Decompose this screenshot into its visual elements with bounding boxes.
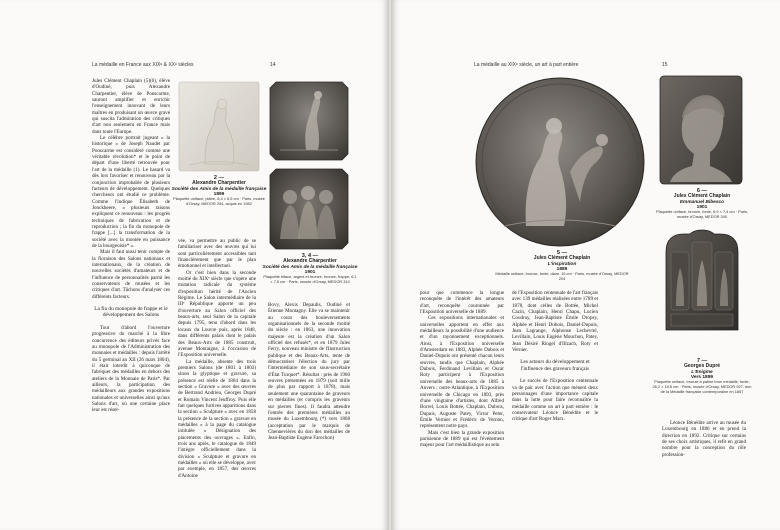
figure-number: 2 — <box>213 175 225 181</box>
figure-6-caption <box>654 188 750 220</box>
paragraph: vée, va permettre au public de se familiariser avec des œuvres qui lui sont particulièrement accessibles tant financièrement que par le plan émotionnel et intellectuel. <box>178 238 256 270</box>
figure-year: 1901 <box>696 205 708 210</box>
paragraph: Bovy, Alexis Depaulis, Oudiné et Étienne Montagny. Elle va se maintenir au cours des bouleversements organisationnels de la seconde moitié du siècle : en 1863, une innovation majeure est la création d'un Salon officiel des refusés*, et en 1879 Jules Ferry, nouveau ministre de l'Instruction publique et des Beaux-Arts, tente de démocratiser l'élection du jury par l'intermédiaire de son sous-secrétaire d'État Turquet*. Résultat : près de 1900 œuvres présentées en 1879 (soit mille de plus par rapport à 1878), mais seulement une quarantaine de graveurs en médailles (et compris les graveurs sur pierres fines). Il faudra attendre l'entrée des premières médailles au musée du Luxembourg (*) vers 1868 (acceptation par le marquis de Chennevières du don des médailles de Jean-Baptiste Eugène Farochon) <box>268 302 350 442</box>
figure-number: 7 — <box>696 358 708 364</box>
page-number-right: 15 <box>662 62 668 68</box>
figure-title: L'Enigme <box>691 369 713 375</box>
figure-2-plaquette-image <box>177 80 261 173</box>
figure-artist: Jules Clément Chaplain <box>533 255 591 261</box>
section-title: Les acteurs du développement et l'influence des graveurs français <box>520 359 590 372</box>
figure-year: 1899 <box>213 192 225 197</box>
figure-number: 5 — <box>556 250 568 256</box>
figure-4-plaquette-reverse-image <box>268 167 350 251</box>
figure-details: Plaquette uniface, plâtre, 6,4 × 5,5 cm · Paris, musée d'Orsay, MEDOR 254, acquis en 1982 <box>173 196 265 206</box>
figure-year: 1889 <box>556 267 568 272</box>
running-head-left: La médaille en France aux XIXᵉ & XXᵉ siècles <box>92 62 194 68</box>
paragraph: Tout d'abord l'ouverture progressive du marché à la libre concurrence des éditeurs privés face au monopole de l'Administration des monnaies et médailles : depuis l'arrêté du 5 germinal an XII (26 mars 1804), il était interdit à quiconque de fabriquer des médailles en dehors des ateliers de la Monnaie de Paris*. Par ailleurs, la participation des médailleurs aux grandes expositions nationales et universelles ainsi qu'aux Salons d'art, où une certaine place leur est réser- <box>92 324 170 414</box>
section-title: La fin du monopole de frappe et le développement des Salons <box>94 306 168 319</box>
right-text-column-2 <box>512 290 598 423</box>
right-text-column-3 <box>662 420 746 458</box>
left-page <box>0 0 388 530</box>
figure-6-portrait-plaquette-image <box>658 74 744 186</box>
page-number-left: 14 <box>270 62 276 68</box>
figure-5-caption <box>492 250 632 282</box>
figure-title: Emmanuel Bibesco <box>679 199 725 205</box>
paragraph: Ces expositions internationales et universelles apportent en effet aux médailleurs la possibilité d'une audience et d'un rayonnement exceptionnels. Ainsi, à l'Exposition universelle d'Amsterdam en 1883, Alphée Dubois et Daniel-Dupuis ont présenté chacun leurs œuvres, tandis que Chaplain, Alphée Dubois, Ferdinand Levillain et Oscar Roty participent à l'Exposition universelle des beaux-arts de 1885 à Anvers ; outre-Atlantique, à l'Exposition universelle de Chicago en 1893, près d'une vingtaine d'artistes, dont Alfred Borrel, Louis Bottée, Chaplain, Dubois, Dupuis, Auguste Patey, Victor Peter, Émile Vernier et Frédéric de Vernon, représentent notre pays. <box>420 315 504 430</box>
figure-title: Société des Amis de la médaille française <box>262 264 358 270</box>
paragraph: Le célèbre portrait jugeant « la historique » de Joseph Naudet par Ponscarme est considéré comme une véritable révolution* et le point de départ d'une liberté retrouvée pour l'art de la médaille (1). Le hasard va dès lors favoriser et renouveau par la conjonction improbable de plusieurs facteurs de développement. Quelques chercheurs ont étudié ce problème. Comme l'indique Élisabeth de Jonckheere, « plusieurs raisons expliquent ce renouveau : les progrès techniques de fabrication et de reproduction ; la fin du monopole de frappe [...] la transformation de la société avec la montée en puissance de la bourgeoisie* ». <box>92 135 170 249</box>
figure-year: 1901 <box>304 270 316 275</box>
paragraph: Or c'est bien dans la seconde moitié du XIXᵉ siècle que s'opère une mutation radicale du système d'exposition hérité de l'Ancien Régime. Le Salon intermédiaire de la IIIᵉ République apporte un peu d'ouverture au Salon officiel des beaux-arts, seul Salon de la capitale depuis 1795, tenu d'abord dans les locaux du Louvre puis, après 1848, dans différents palais dont le palais des Beaux-Arts de 1885 construit, avenue Montaigne, à l'occasion de l'Exposition universelle. <box>178 269 256 359</box>
paragraph: pour que commence la longue reconquête de l'intérêt des amateurs d'art, reconquête couronnée par l'Exposition universelle de 1889. <box>420 290 504 316</box>
left-text-column-3 <box>268 302 350 442</box>
figure-artist: Jules Clément Chaplain <box>673 193 731 199</box>
figure-details: Plaquette uniface, bronze à patine brun médaille, fonte, 26,2 × 19,5 cm · Paris, musée d'Orsay, MEDOR 927, don de la Médaille française contemporaine en 1857 <box>652 379 752 394</box>
figure-2-caption <box>170 175 268 207</box>
figure-number: 3, 4 — <box>301 253 319 259</box>
figure-3-plaquette-obverse-image <box>268 80 350 162</box>
figure-7-triptych-plaquette-image <box>662 228 742 334</box>
figure-artist: Alexandre Charpentier <box>192 180 246 186</box>
paragraph: de l'Exposition centennale de l'art français avec 139 médailles réalisées entre 1789 et 1878, dont celles de Bottée, Michel Cazin, Chaplain, Henri Chapu, Lucien Coudray, Jean-Baptiste Émile Dropsy, Alphée et Henri Dubois, Daniel-Dupuis, Jean Lagrange, Alphonse Lechevrel, Levillain, Louis Eugène Mouchon, Patey, Jean Désiré Ringel d'Illzach, Roty et Vernier. <box>512 290 598 354</box>
paragraph: Mais il faut aussi tenir compte de la floraison des Salons nationaux et internationaux, de la création de nouvelles sociétés d'amateurs et de l'influence de personnalités parmi les conservateurs de musées et les critiques d'art. Tâchons d'analyser ces différents facteurs. <box>92 249 170 300</box>
figure-title: L'inspiration <box>547 261 577 267</box>
figure-3-4-caption <box>262 253 358 285</box>
left-text-column-2 <box>178 238 256 479</box>
figure-7-caption <box>652 358 752 394</box>
figure-details: Médaille uniface, bronze, fonte, diam. 19 cm · Paris, musée d'Orsay, MEDOR 204 <box>495 271 629 281</box>
paragraph: Léonce Bénédite arrive au musée du Luxembourg en 1886 et en prend la direction en 1892. Critique sur certains de ses choix artistiques, il refit en grand nombre pour la conception du rôle profession- <box>662 420 746 458</box>
figure-details: Plaquette uniface, bronze, fonte, 6,9 × 7,4 cm · Paris, musée d'Orsay, MEDOR 340 <box>655 209 749 219</box>
left-text-column-1 <box>92 78 170 414</box>
figure-year: Vers 1899 <box>690 375 714 380</box>
paragraph: Mais c'est bien la grande exposition parisienne de 1889 qui est l'événement majeur pour l'art médaillistique au sein <box>420 429 504 449</box>
figure-artist: Georges Dupré <box>683 363 721 369</box>
figure-title: Société des Amis de la médaille française <box>171 186 267 192</box>
figure-5-medal-image <box>474 76 646 248</box>
paragraph: Le succès de l'Exposition centennale va de pair avec l'action que mènent deux personnages d'une importance capitale dans la lutte pour faire reconnaître la médaille comme un art à part entière : le conservateur Léonce Bénédite et le critique d'art Roger Marx. <box>512 378 598 423</box>
figure-artist: Alexandre Charpentier <box>283 258 337 264</box>
right-text-column-1 <box>420 290 504 449</box>
paragraph: La médaille, absente des trois premiers Salons (de 1801 à 1803) sinon la glyptique et gravure, sa présence est réelle de 1804 dans la section « Gravure » avec des œuvres de Bertrand Andrieu, Georges Dupré et Romain Vincent Jeuffroy. Puis elle fait quelques furtives apparitions dans la section « Sculpture » avec en 1858 la présence de la section « gravure en médailles » à la page du catalogue intitulée « Désignation des placements des ouvrages ». Enfin, trois ans après, le catalogue de 1849 l'intègre officiellement dans la division « Sculpture et gravure en médailles » où elle se développe, avec par exemple, en 1857, des œuvres d'Antoine <box>178 358 256 479</box>
figure-details: Plaquette biface, argent et bronze, bronze, frappe, 6,1 × 7,5 cm · Paris, musée d'Orsay, MEDOR 310 <box>263 274 357 284</box>
paragraph: Jules Clément Chaplain (5)(6), élève d'Oudiné, puis Alexandre Charpentier, élève de Ponscarme, sauront amplifier et enrichir l'enseignement innovant de leurs maîtres en produisant un œuvre gravé qui suscita l'admiration des critiques d'art non seulement en France mais dans toute l'Europe. <box>92 78 170 135</box>
right-page <box>392 0 780 530</box>
running-head-right: La médaille au XIXᵉ siècle, un art à part entière <box>474 62 579 68</box>
figure-number: 6 — <box>696 188 708 194</box>
